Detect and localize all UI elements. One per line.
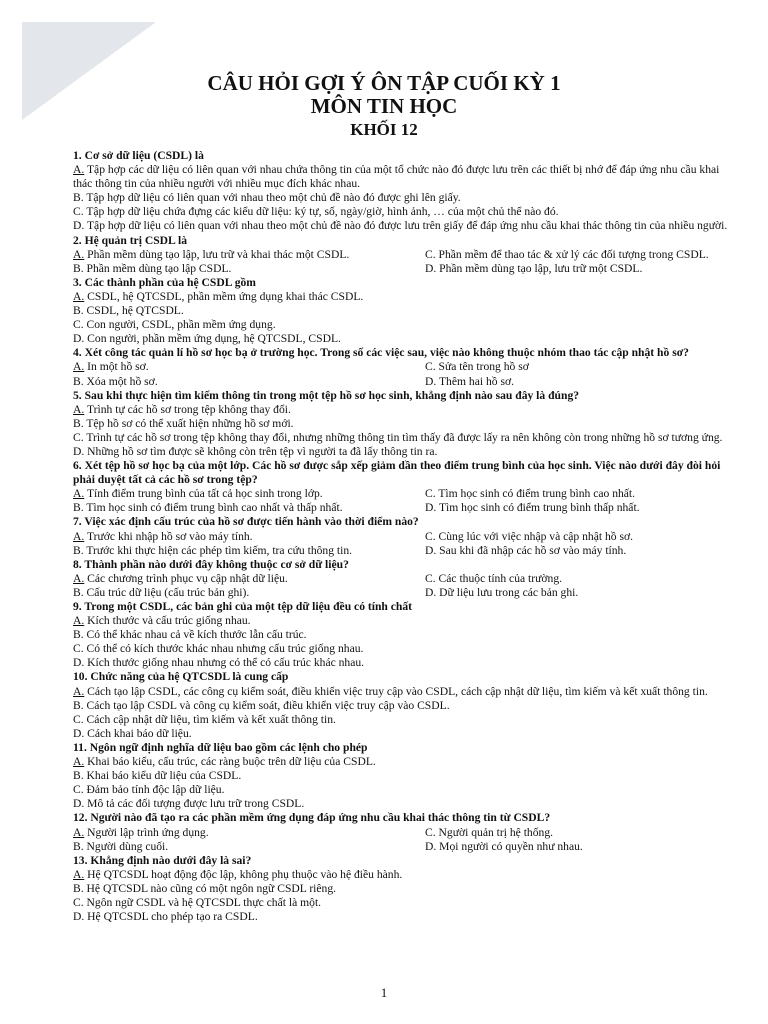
q8-option-d: D. Dữ liệu lưu trong các bản ghi. bbox=[425, 585, 579, 599]
page-number: 1 bbox=[380, 985, 388, 1000]
q13-option-a-text: Hệ QTCSDL hoạt động độc lập, không phụ thuộc vào hệ điều hành. bbox=[84, 867, 403, 881]
q11-option-a-text: Khai báo kiểu, cấu trúc, các ràng buộc trên dữ liệu của CSDL. bbox=[84, 755, 376, 769]
question-7: 7. Việc xác định cấu trúc của hồ sơ được tiến hành vào thời điểm nào? bbox=[73, 515, 419, 529]
title-line-2: MÔN TIN HỌC bbox=[310, 94, 458, 118]
q2-row-1 bbox=[73, 248, 736, 262]
question-3: 3. Các thành phần của hệ CSDL gồm bbox=[73, 275, 256, 289]
q8-option-a-text: Các chương trình phục vụ cập nhật dữ liệu. bbox=[84, 571, 288, 585]
question-9: 9. Trong một CSDL, các bản ghi của một tệp dữ liệu đều có tính chất bbox=[73, 600, 413, 613]
answer-letter: A. bbox=[73, 163, 85, 177]
q13-option-d: D. Hệ QTCSDL cho phép tạo ra CSDL. bbox=[73, 910, 258, 924]
q13-option-c: C. Ngôn ngữ CSDL và hệ QTCSDL thực chất là một. bbox=[73, 895, 322, 909]
q2-option-d: D. Phần mềm dùng tạo lập, lưu trữ một CSDL. bbox=[425, 261, 643, 275]
q12-option-a bbox=[73, 826, 425, 840]
q6-row-2 bbox=[73, 501, 736, 515]
question-list bbox=[73, 149, 736, 924]
title-line-3: KHỐI 12 bbox=[350, 120, 418, 139]
q4-option-d: D. Thêm hai hồ sơ. bbox=[425, 374, 514, 388]
q12-row-1 bbox=[73, 826, 736, 840]
answer-letter: A. bbox=[73, 360, 85, 374]
q3-option-d: D. Con người, phần mềm ứng dụng, hệ QTCSDL, CSDL. bbox=[73, 332, 341, 346]
q10-option-d: D. Cách khai báo dữ liệu. bbox=[73, 726, 192, 740]
q6-option-a-text: Tính điểm trung bình của tất cả học sinh trong lớp. bbox=[84, 487, 323, 501]
q7-option-c: C. Cùng lúc với việc nhập và cập nhật hồ sơ. bbox=[425, 529, 634, 543]
q12-row-2 bbox=[73, 840, 736, 854]
question-8: 8. Thành phần nào dưới đây không thuộc cơ sở dữ liệu? bbox=[73, 557, 349, 571]
answer-letter: A. bbox=[73, 867, 85, 881]
answer-letter: A. bbox=[73, 825, 85, 839]
q6-row-1 bbox=[73, 487, 736, 501]
q8-option-a bbox=[73, 572, 425, 586]
answer-letter: A. bbox=[73, 487, 85, 501]
q8-row-2 bbox=[73, 586, 736, 600]
question-11: 11. Ngôn ngữ định nghĩa dữ liệu bao gồm các lệnh cho phép bbox=[73, 740, 368, 754]
q9-option-d: D. Kích thước giống nhau nhưng có thể có cấu trúc khác nhau. bbox=[73, 656, 365, 670]
q1-option-d: D. Tập hợp dữ liệu có liên quan với nhau theo một chủ đề nào đó được lưu trên giấy để đáp ứng nhu cầu khai thác thông tin của nhiều người. bbox=[73, 219, 728, 233]
q7-option-a-text: Trước khi nhập hồ sơ vào máy tính. bbox=[84, 529, 253, 543]
q13-option-a bbox=[73, 868, 736, 882]
q3-option-a bbox=[73, 290, 736, 304]
q7-option-a bbox=[73, 530, 425, 544]
q1-option-a bbox=[73, 163, 736, 191]
q7-option-d: D. Sau khi đã nhập các hồ sơ vào máy tính. bbox=[425, 543, 627, 557]
q11-option-c: C. Đảm bảo tính độc lập dữ liệu. bbox=[73, 783, 225, 797]
q3-option-b: B. CSDL, hệ QTCSDL. bbox=[73, 304, 184, 318]
q5-option-a-text: Trình tự các hồ sơ trong tệp không thay đổi. bbox=[84, 402, 291, 416]
q12-option-c: C. Người quản trị hệ thống. bbox=[425, 825, 554, 839]
q1-option-b: B. Tập hợp dữ liệu có liên quan với nhau theo một chủ đề nào đó được ghi lên giấy. bbox=[73, 191, 461, 205]
q4-option-b: B. Xóa một hồ sơ. bbox=[73, 374, 158, 388]
q11-option-d: D. Mô tả các đối tượng được lưu trữ trong CSDL. bbox=[73, 797, 305, 811]
q4-row-2 bbox=[73, 375, 736, 389]
q10-option-a bbox=[73, 685, 736, 699]
q2-row-2 bbox=[73, 262, 736, 276]
q6-option-d: D. Tìm học sinh có điểm trung bình thấp nhất. bbox=[425, 501, 640, 515]
q6-option-c: C. Tìm học sinh có điểm trung bình cao nhất. bbox=[425, 487, 636, 501]
q12-option-d: D. Mọi người có quyền như nhau. bbox=[425, 839, 583, 853]
q7-option-b: B. Trước khi thực hiện các phép tìm kiếm, tra cứu thông tin. bbox=[73, 543, 353, 557]
q1-option-a-text: Tập hợp các dữ liệu có liên quan với nhau chứa thông tin của một tổ chức nào đó được lưu trên các thiết bị nhớ để đáp ứng nhu cầu khai thác thông tin của nhiều người với nhiều mục đích khác nhau. bbox=[73, 163, 720, 191]
title-line-1: CÂU HỎI GỢI Ý ÔN TẬP CUỐI KỲ 1 bbox=[207, 71, 561, 95]
q7-row-1 bbox=[73, 530, 736, 544]
q11-option-a bbox=[73, 755, 736, 769]
answer-letter: A. bbox=[73, 571, 85, 585]
q8-option-c: C. Các thuộc tính của trường. bbox=[425, 571, 563, 585]
q8-option-b: B. Cấu trúc dữ liệu (cấu trúc bản ghi). bbox=[73, 585, 250, 599]
q8-row-1 bbox=[73, 572, 736, 586]
answer-letter: A. bbox=[73, 529, 85, 543]
question-10: 10. Chức năng của hệ QTCSDL là cung cấp bbox=[73, 670, 289, 684]
q5-option-d: D. Những hồ sơ tìm được sẽ không còn trên tệp vì người ta đã lấy thông tin ra. bbox=[73, 444, 438, 458]
q10-option-b: B. Cách tạo lập CSDL và công cụ kiểm soát, điều khiển việc truy cập vào CSDL. bbox=[73, 698, 450, 712]
q11-option-b: B. Khai báo kiểu dữ liệu của CSDL. bbox=[73, 769, 242, 783]
question-2: 2. Hệ quản trị CSDL là bbox=[73, 233, 188, 247]
question-12: 12. Người nào đã tạo ra các phần mềm ứng dụng đáp ứng nhu cầu khai thác thông tin từ CSDL? bbox=[73, 811, 551, 825]
q12-option-a-text: Người lập trình ứng dụng. bbox=[84, 825, 209, 839]
answer-letter: A. bbox=[73, 247, 85, 261]
q4-row-1 bbox=[73, 360, 736, 374]
q9-option-a-text: Kích thước và cấu trúc giống nhau. bbox=[84, 614, 251, 628]
answer-letter: A. bbox=[73, 684, 85, 698]
q5-option-a bbox=[73, 403, 736, 417]
question-13: 13. Khẳng định nào dưới đây là sai? bbox=[73, 853, 252, 867]
answer-letter: A. bbox=[73, 614, 85, 628]
q3-option-c: C. Con người, CSDL, phần mềm ứng dụng. bbox=[73, 318, 276, 332]
q13-option-b: B. Hệ QTCSDL nào cũng có một ngôn ngữ CSDL riêng. bbox=[73, 881, 337, 895]
question-4: 4. Xét công tác quản lí hồ sơ học bạ ở trường học. Trong số các việc sau, việc nào không thuộc nhóm thao tác cập nhật hồ sơ? bbox=[73, 346, 689, 360]
question-6: 6. Xét tệp hồ sơ học bạ của một lớp. Các hồ sơ được sắp xếp giảm dần theo điểm trung bình của học sinh. Việc nào dưới đây đòi hỏi phải duyệt tất cả các hồ sơ trong tệp? bbox=[73, 459, 721, 487]
q4-option-a-text: In một hồ sơ. bbox=[84, 360, 149, 374]
q2-option-a bbox=[73, 248, 425, 262]
q9-option-c: C. Có thể có kích thước khác nhau nhưng cấu trúc giống nhau. bbox=[73, 642, 364, 656]
q5-option-c: C. Trình tự các hồ sơ trong tệp không thay đổi, nhưng những thông tin tìm thấy đã được lấy ra nên không còn trong những hồ sơ tương ứng. bbox=[73, 430, 723, 444]
q5-option-b: B. Tệp hồ sơ có thể xuất hiện những hồ sơ mới. bbox=[73, 416, 294, 430]
q6-option-b: B. Tìm học sinh có điểm trung bình cao nhất và thấp nhất. bbox=[73, 501, 343, 515]
question-5: 5. Sau khi thực hiện tìm kiếm thông tin trong một tệp hồ sơ học sinh, khẳng định nào sau đây là đúng? bbox=[73, 388, 580, 402]
q6-option-a bbox=[73, 487, 425, 501]
q2-option-b: B. Phần mềm dùng tạo lập CSDL. bbox=[73, 261, 232, 275]
document-header bbox=[0, 72, 768, 142]
answer-letter: A. bbox=[73, 402, 85, 416]
q4-option-a bbox=[73, 360, 425, 374]
q9-option-a bbox=[73, 614, 736, 628]
q12-option-b: B. Người dùng cuối. bbox=[73, 839, 169, 853]
q2-option-c: C. Phần mềm để thao tác & xử lý các đối tượng trong CSDL. bbox=[425, 247, 709, 261]
answer-letter: A. bbox=[73, 289, 85, 303]
q3-option-a-text: CSDL, hệ QTCSDL, phần mềm ứng dụng khai thác CSDL. bbox=[84, 289, 364, 303]
q4-option-c: C. Sửa tên trong hồ sơ bbox=[425, 360, 529, 374]
q2-option-a-text: Phần mềm dùng tạo lập, lưu trữ và khai thác một CSDL. bbox=[84, 247, 350, 261]
question-1: 1. Cơ sở dữ liệu (CSDL) là bbox=[73, 149, 204, 162]
q9-option-b: B. Có thể khác nhau cả về kích thước lẫn cấu trúc. bbox=[73, 628, 307, 642]
q10-option-a-text: Cách tạo lập CSDL, các công cụ kiểm soát, điều khiển việc truy cập vào CSDL, cách cập nhật dữ liệu, tìm kiếm và kết xuất thông tin. bbox=[84, 684, 708, 698]
q1-option-c: C. Tập hợp dữ liệu chứa đựng các kiểu dữ liệu: ký tự, số, ngày/giờ, hình ảnh, … của một chủ thể nào đó. bbox=[73, 205, 559, 219]
q7-row-2 bbox=[73, 544, 736, 558]
q10-option-c: C. Cách cập nhật dữ liệu, tìm kiếm và kết xuất thông tin. bbox=[73, 712, 336, 726]
answer-letter: A. bbox=[73, 755, 85, 769]
